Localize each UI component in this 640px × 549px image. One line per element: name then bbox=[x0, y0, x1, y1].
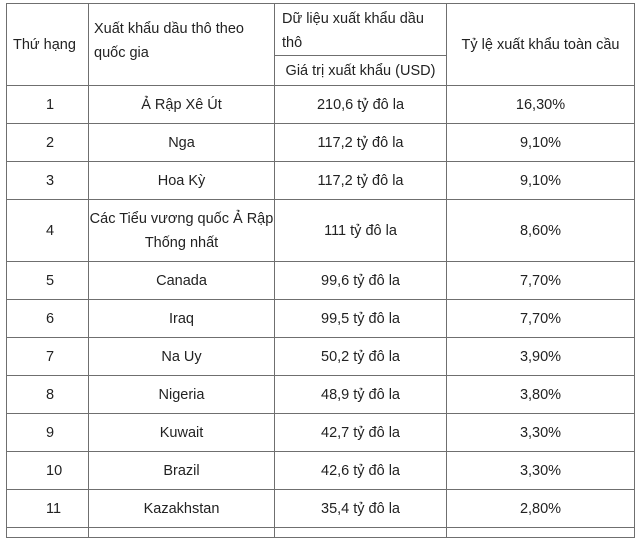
header-global-share: Tỷ lệ xuất khẩu toàn cầu bbox=[447, 4, 635, 86]
cell-global-share: 8,60% bbox=[447, 200, 635, 262]
cell-export-value: 50,2 tỷ đô la bbox=[275, 338, 447, 376]
header-country: Xuất khẩu dầu thô theo quốc gia bbox=[89, 4, 275, 86]
cell-country: Hoa Kỳ bbox=[89, 162, 275, 200]
cell-global-share: 2,80% bbox=[447, 490, 635, 528]
cell-country: Các Tiểu vương quốc Ả Rập Thống nhất bbox=[89, 200, 275, 262]
table-row bbox=[7, 490, 635, 528]
table-row bbox=[7, 338, 635, 376]
cell-rank: 6 bbox=[7, 300, 89, 338]
cell-country: Kuwait bbox=[89, 414, 275, 452]
cell-rank: 11 bbox=[7, 490, 89, 528]
header-export-value: Giá trị xuất khẩu (USD) bbox=[275, 56, 447, 86]
header-rank: Thứ hạng bbox=[7, 4, 89, 86]
cell-export-value: 99,5 tỷ đô la bbox=[275, 300, 447, 338]
cell-rank: 9 bbox=[7, 414, 89, 452]
cell-rank: 2 bbox=[7, 124, 89, 162]
cell-rank: 4 bbox=[7, 200, 89, 262]
cell-export-value: 117,2 tỷ đô la bbox=[275, 162, 447, 200]
table-row bbox=[7, 376, 635, 414]
cell-rank: 1 bbox=[7, 86, 89, 124]
cell-country: Ả Rập Xê Út bbox=[89, 86, 275, 124]
cell-country: Kazakhstan bbox=[89, 490, 275, 528]
cell-export-value: 99,6 tỷ đô la bbox=[275, 262, 447, 300]
table-row bbox=[7, 300, 635, 338]
cell-rank: 3 bbox=[7, 162, 89, 200]
cell-global-share: 7,70% bbox=[447, 300, 635, 338]
cell-export-value: 111 tỷ đô la bbox=[275, 200, 447, 262]
header-export-data: Dữ liệu xuất khẩu dầu thô bbox=[275, 4, 447, 56]
cell-rank: 7 bbox=[7, 338, 89, 376]
table-row bbox=[7, 452, 635, 490]
cell-country: Nigeria bbox=[89, 376, 275, 414]
cell-global-share: 3,80% bbox=[447, 376, 635, 414]
cell-rank: 8 bbox=[7, 376, 89, 414]
table-row-cut-off bbox=[7, 528, 635, 538]
cell-global-share: 3,30% bbox=[447, 414, 635, 452]
cell-export-value: 42,6 tỷ đô la bbox=[275, 452, 447, 490]
table-row bbox=[7, 262, 635, 300]
cell-global-share: 3,30% bbox=[447, 452, 635, 490]
cell-country: Iraq bbox=[89, 300, 275, 338]
cell-global-share: 9,10% bbox=[447, 124, 635, 162]
table-row bbox=[7, 414, 635, 452]
table-header bbox=[7, 4, 635, 86]
cell-country: Brazil bbox=[89, 452, 275, 490]
cell-global-share: 16,30% bbox=[447, 86, 635, 124]
cell-export-value: 42,7 tỷ đô la bbox=[275, 414, 447, 452]
cell-export-value: 210,6 tỷ đô la bbox=[275, 86, 447, 124]
oil-export-table bbox=[6, 3, 635, 538]
cell-export-value: 117,2 tỷ đô la bbox=[275, 124, 447, 162]
cell-export-value: 35,4 tỷ đô la bbox=[275, 490, 447, 528]
cell-country: Nga bbox=[89, 124, 275, 162]
cell-country: Na Uy bbox=[89, 338, 275, 376]
table-row bbox=[7, 124, 635, 162]
cell-global-share: 9,10% bbox=[447, 162, 635, 200]
cell-country: Canada bbox=[89, 262, 275, 300]
cell-export-value: 48,9 tỷ đô la bbox=[275, 376, 447, 414]
table-row bbox=[7, 162, 635, 200]
table-row bbox=[7, 200, 635, 262]
cell-rank: 5 bbox=[7, 262, 89, 300]
table-body bbox=[7, 86, 635, 538]
cell-rank: 10 bbox=[7, 452, 89, 490]
table-row bbox=[7, 86, 635, 124]
cell-global-share: 3,90% bbox=[447, 338, 635, 376]
cell-global-share: 7,70% bbox=[447, 262, 635, 300]
